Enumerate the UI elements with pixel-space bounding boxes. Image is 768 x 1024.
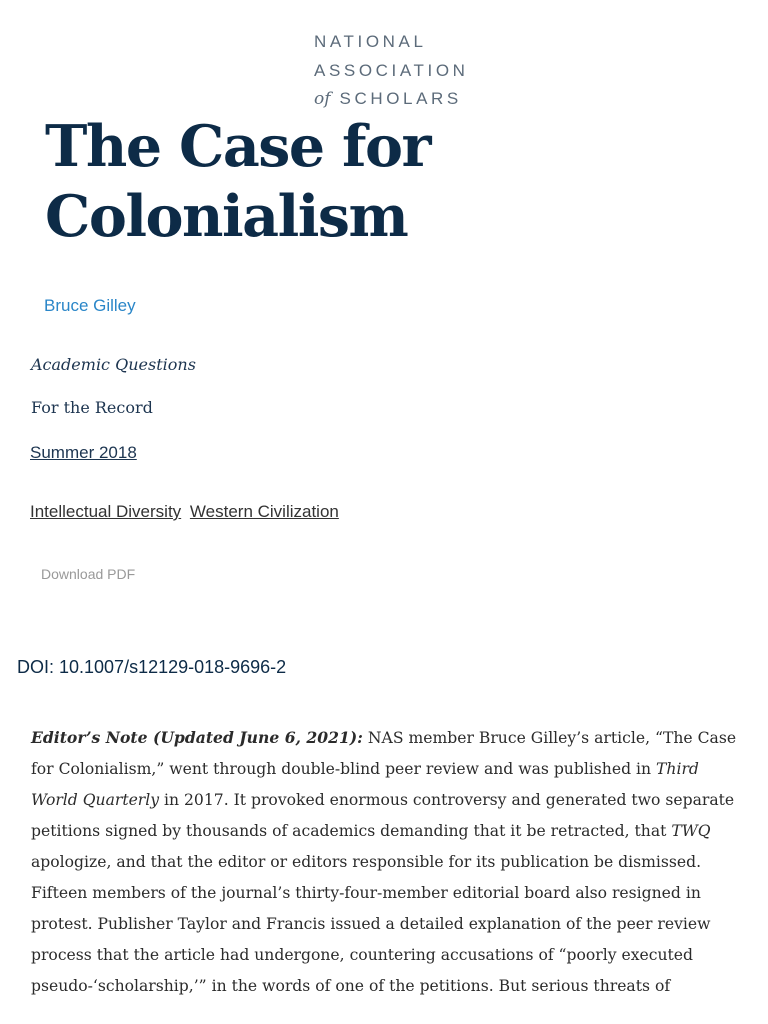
tag-intellectual-diversity[interactable]: Intellectual Diversity [30, 502, 182, 521]
editors-note-text-3: apologize, and that the editor or editors responsible for its publication be dismissed. Fifteen members of the journal’s thirty-four-member editorial board also resigned in protest. Publisher Taylor and Francis issued a detailed explanation of the peer review process that the article had undergone, countering accusations of “poorly executed pseudo-‘scholarship,’” in the words of one of the petitions. But serious threats of [31, 853, 711, 995]
editors-note-text-2: in 2017. It provoked enormous controversy and generated two separate petitions signed by thousands of academics demanding that it be retracted, that [31, 791, 735, 840]
editors-note-journal-2: TWQ [671, 822, 711, 840]
article-title: The Case for Colonialism [45, 113, 431, 250]
logo-of: of [314, 89, 331, 109]
logo-line-scholars [314, 85, 469, 114]
logo-scholars-text: SCHOLARS [339, 89, 462, 108]
editors-note-journal-1: Third World Quarterly [31, 760, 699, 809]
logo-line-national: NATIONAL [314, 32, 427, 51]
author-link[interactable]: Bruce Gilley [44, 296, 136, 315]
journal-name: Academic Questions [31, 355, 196, 374]
download-pdf-button[interactable]: Download PDF [41, 566, 136, 582]
issue-link[interactable]: Summer 2018 [30, 443, 137, 462]
doi-text: DOI: 10.1007/s12129-018-9696-2 [17, 657, 287, 677]
editors-note-text-1: NAS member Bruce Gilley’s article, “The Case for Colonialism,” went through double-blind peer review and was published in [31, 729, 737, 778]
tag-list [30, 502, 343, 522]
editors-note-lead: Editor’s Note (Updated June 6, 2021): [31, 728, 363, 747]
editors-note-paragraph [31, 722, 741, 1002]
tag-western-civilization[interactable]: Western Civilization [189, 502, 339, 521]
logo-line-association: ASSOCIATION [314, 60, 469, 80]
nas-logo[interactable] [314, 28, 469, 114]
section-name: For the Record [31, 398, 153, 417]
